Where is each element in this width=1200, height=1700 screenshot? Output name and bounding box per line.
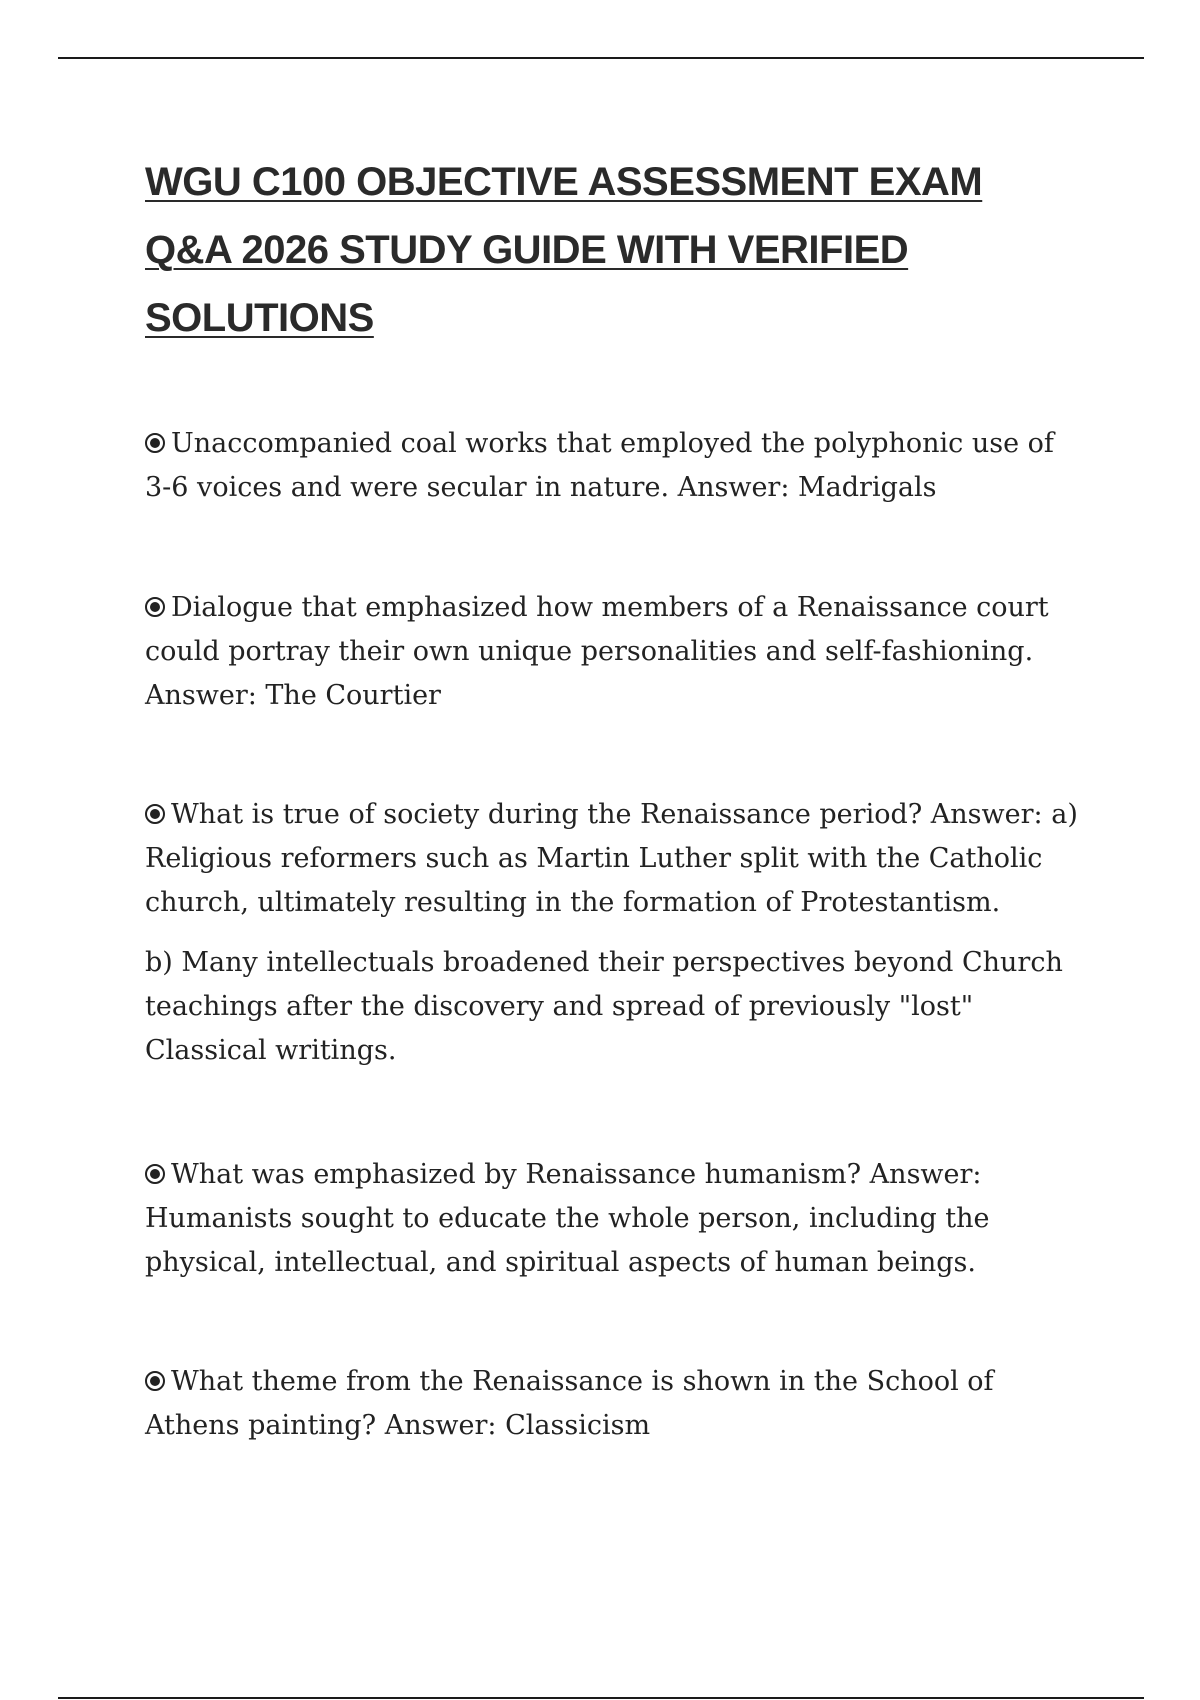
title-line: Q&A 2026 STUDY GUIDE WITH VERIFIED [145, 228, 909, 272]
qa-paragraph [145, 422, 1085, 510]
qa-paragraph [145, 793, 1085, 925]
qa-item [145, 793, 1085, 1073]
qa-item [145, 586, 1085, 718]
radio-bullet-icon [145, 1164, 165, 1184]
qa-text: Dialogue that emphasized how members of a Renaissance court could portray their own unique personalities and self-fashioning. Answer: The Courtier [145, 592, 1049, 711]
radio-bullet-icon [145, 433, 165, 453]
qa-item [145, 1360, 1085, 1448]
page-title [145, 148, 1075, 352]
title-line: WGU C100 OBJECTIVE ASSESSMENT EXAM [145, 160, 983, 204]
qa-text: Unaccompanied coal works that employed the polyphonic use of 3-6 voices and were secular in nature. Answer: Madrigals [145, 428, 1054, 503]
qa-text: What is true of society during the Renaissance period? Answer: a) Religious reformers such as Martin Luther split with the Catholic church, ultimately resulting in the formation of Protestantism. [145, 799, 1078, 918]
qa-text: What theme from the Renaissance is shown in the School of Athens painting? Answer: Classicism [145, 1366, 994, 1441]
qa-text: b) Many intellectuals broadened their perspectives beyond Church teachings after the discovery and spread of previously "lost" Classical writings. [145, 947, 1063, 1066]
qa-item [145, 1153, 1085, 1285]
title-line: SOLUTIONS [145, 296, 374, 340]
radio-bullet-icon [145, 804, 165, 824]
radio-bullet-icon [145, 1371, 165, 1391]
qa-paragraph [145, 1360, 1085, 1448]
qa-paragraph [145, 586, 1085, 718]
radio-bullet-icon [145, 597, 165, 617]
qa-item [145, 422, 1085, 510]
qa-paragraph [145, 941, 1085, 1073]
top-divider [58, 57, 1144, 59]
qa-text: What was emphasized by Renaissance humanism? Answer: Humanists sought to educate the whole person, including the physical, intellectual, and spiritual aspects of human beings. [145, 1159, 990, 1278]
bottom-divider [58, 1697, 1144, 1699]
qa-paragraph [145, 1153, 1085, 1285]
